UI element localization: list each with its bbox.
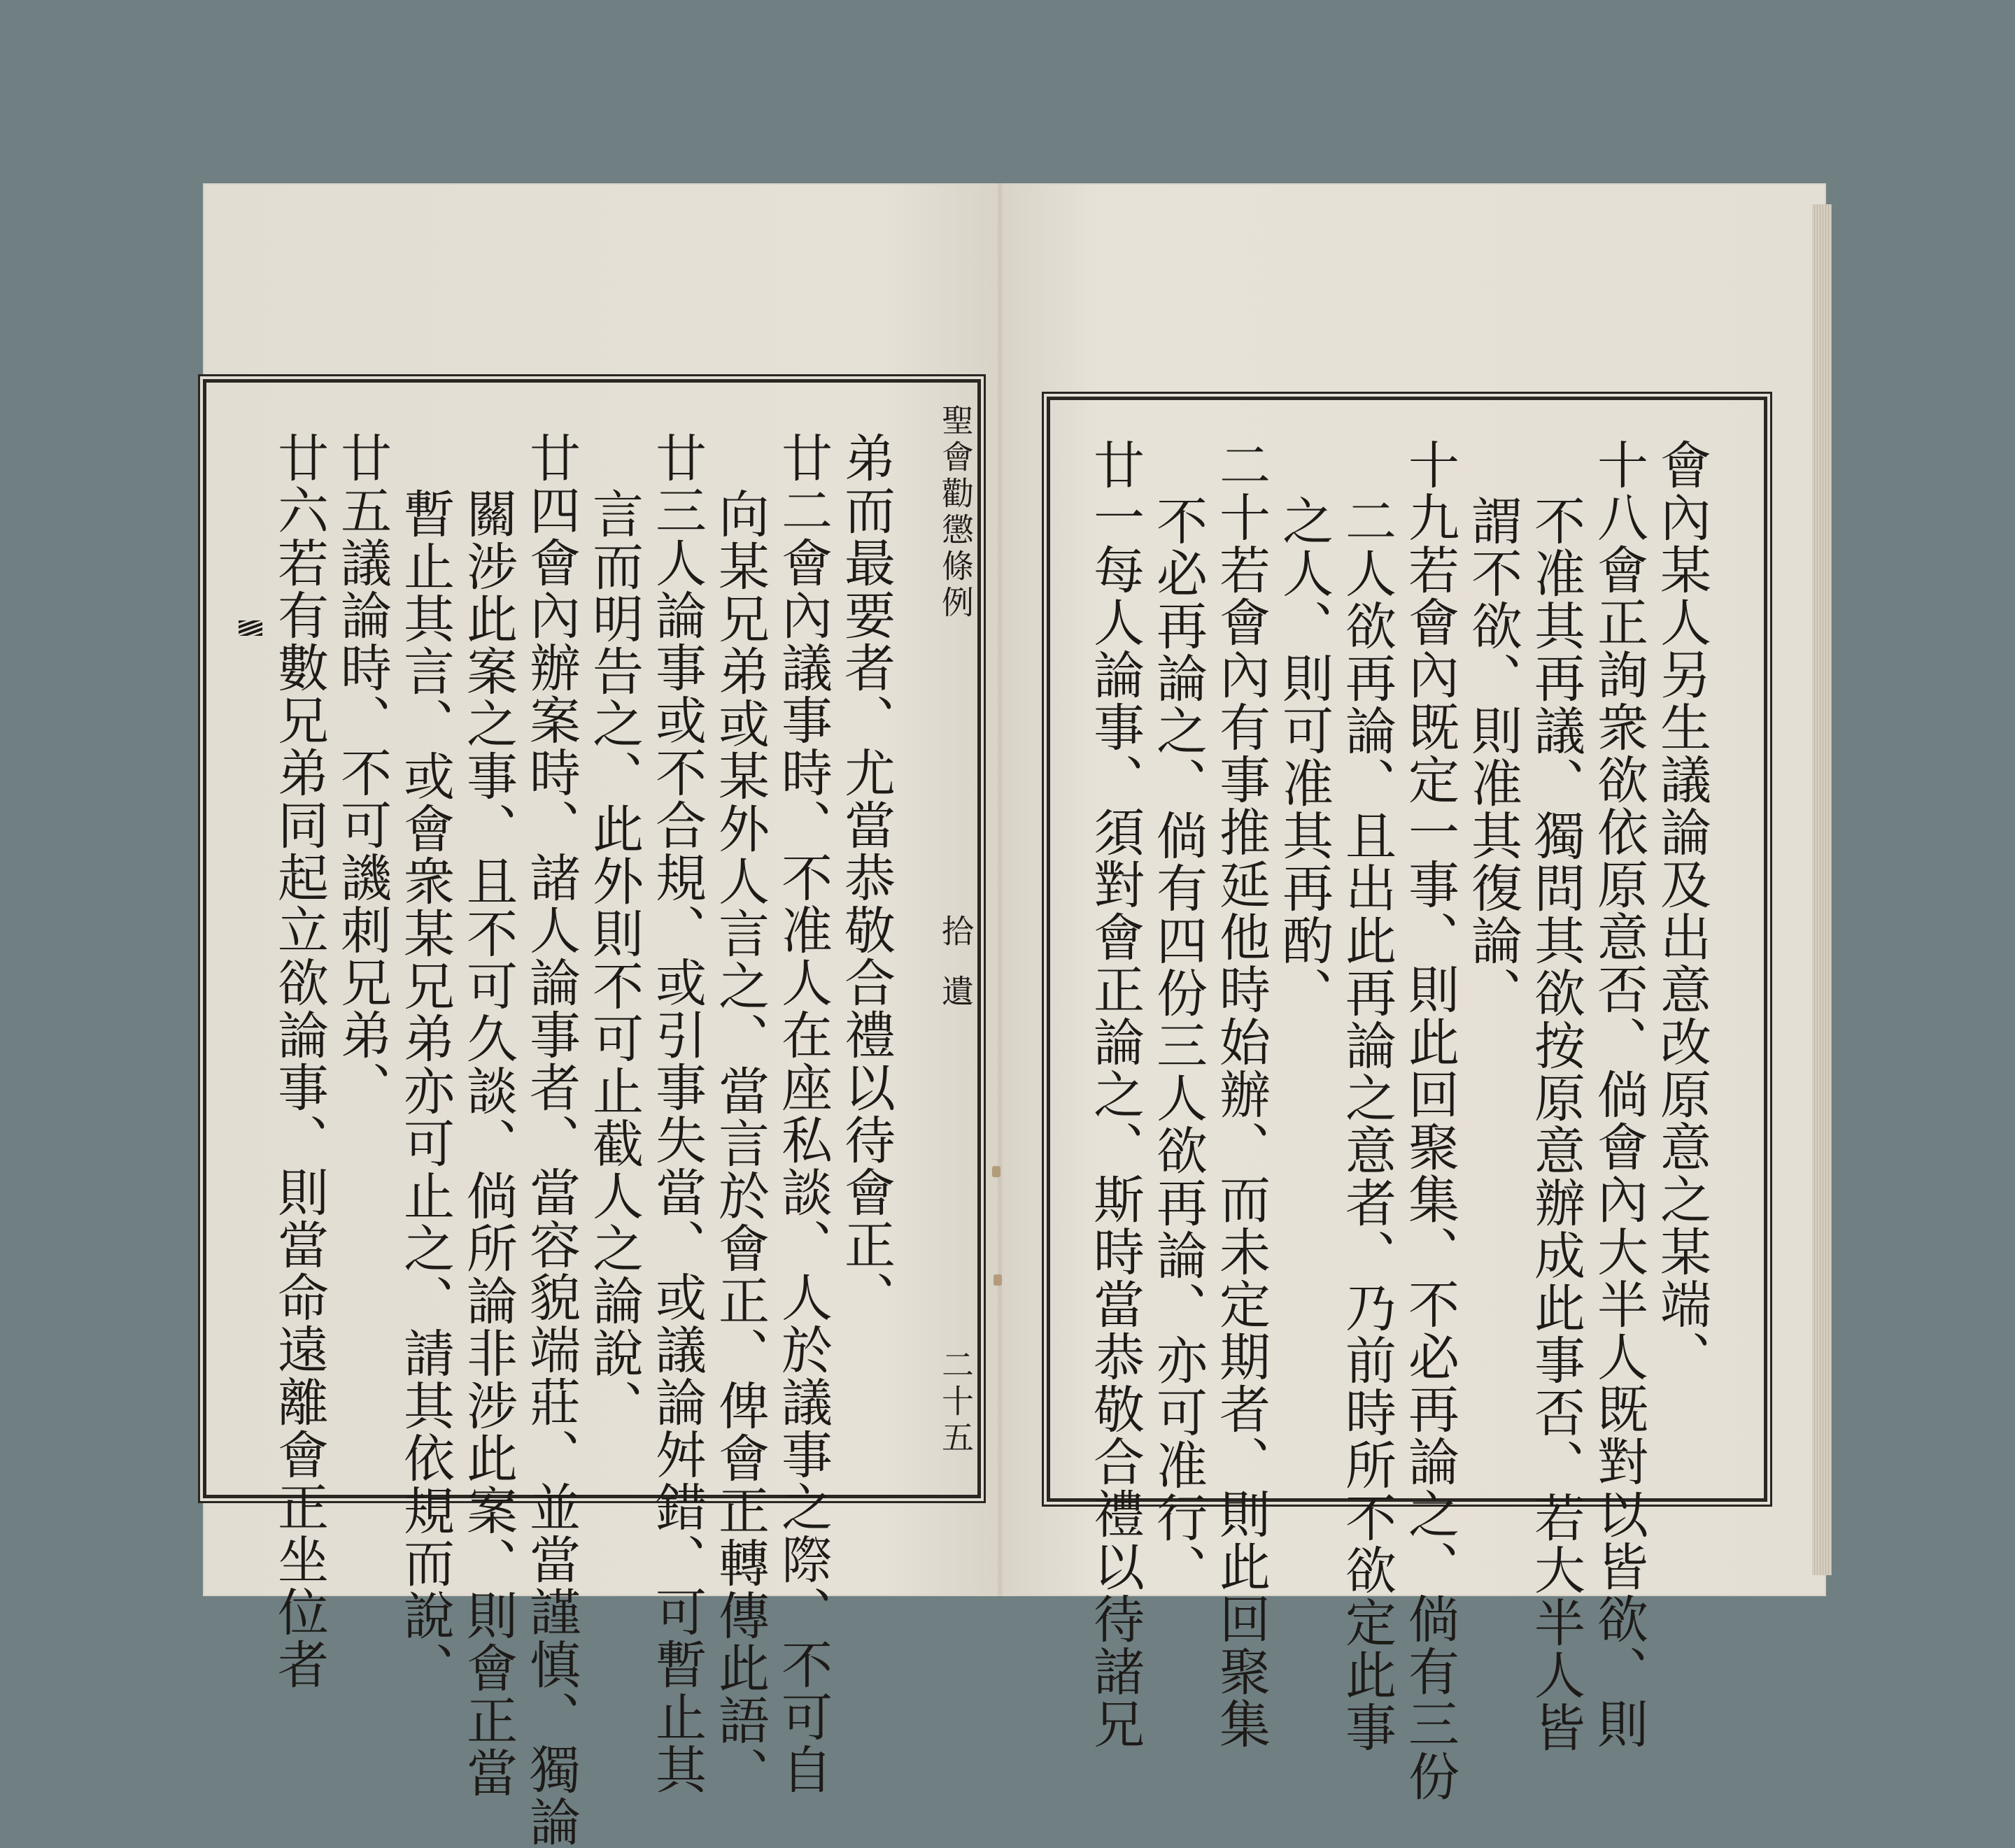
text-column: 言而明告之、此外則不可止截人之論說、 (584, 488, 643, 1432)
text-column: 廿六若有數兄弟同起立欲論事、則當命遠離會正坐位者 (269, 432, 328, 1691)
text-column: 謂不欲、則准其復論、 (1462, 495, 1522, 1019)
margin-section: 拾遺 (937, 914, 975, 1035)
page-edges (1812, 204, 1832, 1575)
open-book (203, 183, 1826, 1848)
text-column: 廿五議論時、不可譏刺兄弟、 (332, 432, 391, 1114)
text-column: 廿四會內辦案時、諸人論事者、當容貌端莊、並當謹慎、獨論 (521, 432, 580, 1848)
right-text-frame (1047, 397, 1767, 1803)
text-column: 弟而最要者、尤當恭敬合禮以待會正、 (835, 432, 895, 1323)
text-column: 廿一每人論事、須對會正論之、斯時當恭敬合禮以待諸兄 (1084, 439, 1144, 1750)
text-column: 二人欲再論、且出此再論之意者、乃前時所不欲定此事 (1336, 495, 1396, 1754)
text-column: 會內某人另生議論及出意改原意之某端、 (1651, 439, 1711, 1383)
text-column: 之人、則可准其再酌、 (1273, 495, 1333, 1019)
text-column: 暫止其言、或會衆某兄弟亦可止之、請其依規而說、 (395, 488, 454, 1694)
page-number: 二十五 (937, 1348, 975, 1457)
text-column: 向某兄弟或某外人言之、當言於會正、俾會正轉傳此語、 (709, 488, 769, 1799)
text-column: 二十若會內有事推延他時始辦、而未定期者、則此回聚集 (1210, 439, 1270, 1750)
binding-thread (992, 1166, 1001, 1177)
text-column: 十八會正詢衆欲依原意否、倘會內大半人既對以皆欲、則 (1588, 439, 1648, 1750)
left-text-frame (203, 379, 981, 1848)
fish-tail-mark-icon (239, 620, 262, 636)
text-column: 不必再論之、倘有四份三人欲再論、亦可准行、 (1147, 495, 1207, 1596)
text-column: 關涉此案之事、且不可久談、倘所論非涉此案、則會正當 (458, 488, 517, 1799)
text-column: 廿二會內議事時、不准人在座私談、人於議事之際、不可自 (772, 432, 832, 1796)
binding-thread (994, 1274, 1002, 1286)
text-column: 十九若會內既定一事、則此回聚集、不必再論之、倘有三份 (1399, 439, 1459, 1803)
margin-title: 聖會勸懲條例 (937, 404, 975, 622)
text-column: 不准其再議、獨問其欲按原意辦成此事否、若大半人皆 (1525, 495, 1585, 1754)
left-page (203, 183, 1002, 1848)
text-column: 廿三人論事或不合規、或引事失當、或議論舛錯、可暫止其 (646, 432, 706, 1796)
